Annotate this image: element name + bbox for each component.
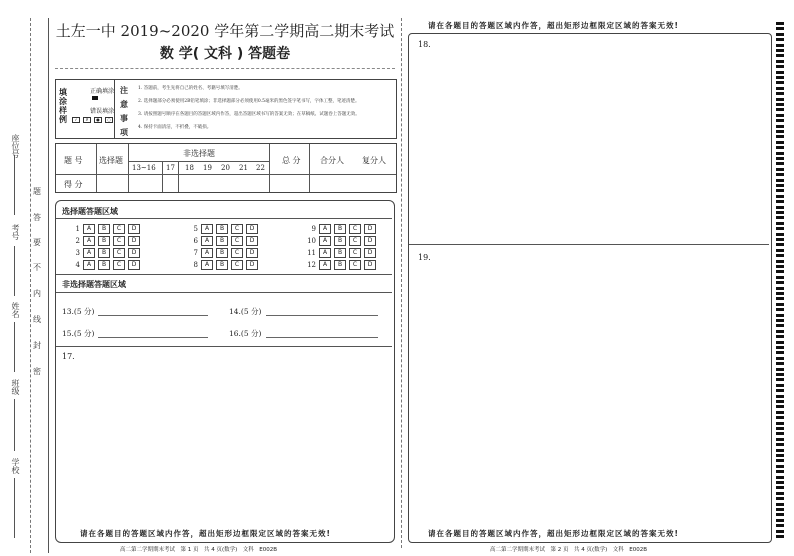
timing-mark (776, 22, 784, 25)
timing-mark (776, 297, 784, 300)
mc-question-number: 9 (311, 225, 316, 233)
timing-mark (776, 303, 784, 306)
mc-question[interactable] (66, 224, 143, 234)
wrong-mark-dot: ● (94, 117, 102, 123)
timing-mark (776, 27, 784, 30)
school-line (14, 478, 15, 538)
fill-answer-line-13[interactable] (98, 315, 208, 316)
mc-question[interactable] (302, 236, 379, 246)
seat-number-line (14, 155, 15, 215)
q19-answer-area[interactable] (410, 265, 768, 515)
score-col-divider (162, 161, 163, 192)
timing-mark (776, 54, 784, 57)
timing-mark (776, 135, 784, 138)
timing-mark (776, 346, 784, 349)
class-line (14, 399, 15, 451)
row-label-score: 得 分 (64, 180, 83, 189)
timing-mark (776, 481, 784, 484)
timing-mark (776, 216, 784, 219)
mc-option-a[interactable]: A (83, 224, 95, 234)
timing-mark (776, 405, 784, 408)
name-line (14, 322, 15, 372)
mc-option-b[interactable]: B (334, 248, 346, 258)
timing-mark (776, 400, 784, 403)
timing-mark (776, 373, 784, 376)
mc-question-number: 10 (307, 237, 316, 245)
mc-option-b[interactable]: B (334, 236, 346, 246)
mc-option-a[interactable]: A (201, 224, 213, 234)
timing-mark (776, 432, 784, 435)
timing-mark (776, 341, 784, 344)
right-top-warning-text: 请在各题目的答题区域内作答，超出矩形边框限定区域的答案无效! (428, 21, 679, 30)
mc-question-number: 11 (307, 249, 316, 257)
timing-mark (776, 378, 784, 381)
mc-title-line (56, 218, 392, 219)
center-fold-line (401, 18, 402, 548)
timing-mark (776, 422, 784, 425)
timing-mark (776, 71, 784, 74)
timing-mark (776, 276, 784, 279)
mc-question[interactable] (66, 260, 143, 270)
mc-option-c[interactable]: C (113, 236, 125, 246)
col-19: 19 (203, 164, 212, 172)
timing-mark (776, 114, 784, 117)
mc-option-c[interactable]: C (349, 236, 361, 246)
seal-char: 密 (33, 367, 41, 376)
seal-char: 答 (33, 213, 41, 222)
timing-mark (776, 281, 784, 284)
nonmc-header-line (128, 161, 269, 162)
binding-dashed-line (30, 18, 31, 553)
fill-answer-line-14[interactable] (266, 315, 378, 316)
timing-mark (776, 449, 784, 452)
score-col-divider (96, 144, 97, 192)
mc-option-c[interactable]: C (349, 248, 361, 258)
score-row-divider (56, 174, 396, 175)
mc-option-d[interactable]: D (246, 248, 258, 258)
timing-mark (776, 206, 784, 209)
timing-mark (776, 513, 784, 516)
timing-mark (776, 141, 784, 144)
score-col-divider (178, 161, 179, 192)
mc-question-number: 3 (75, 249, 80, 257)
timing-mark (776, 351, 784, 354)
mc-section-bottom-line (56, 274, 392, 275)
fill-question-13: 13.(5 分) (62, 307, 95, 316)
mc-question-number: 4 (75, 261, 80, 269)
notice-box (55, 79, 397, 139)
col-13-16: 13~16 (132, 164, 156, 172)
mc-option-d[interactable]: D (364, 248, 376, 258)
col-17: 17 (166, 164, 175, 172)
mc-option-a[interactable]: A (201, 260, 213, 270)
mc-option-b[interactable]: B (98, 236, 110, 246)
timing-mark (776, 395, 784, 398)
timing-mark (776, 76, 784, 79)
mc-option-c[interactable]: C (231, 248, 243, 258)
timing-mark (776, 189, 784, 192)
timing-mark (776, 49, 784, 52)
timing-mark (776, 249, 784, 252)
timing-mark (776, 389, 784, 392)
score-col-divider (269, 144, 270, 192)
mc-option-d[interactable]: D (128, 236, 140, 246)
mc-option-d[interactable]: D (128, 260, 140, 270)
timing-mark (776, 524, 784, 527)
question-19-label: 19. (418, 253, 431, 262)
mc-option-c[interactable]: C (113, 260, 125, 270)
timing-mark (776, 243, 784, 246)
mc-option-a[interactable]: A (319, 248, 331, 258)
exam-number-label: 考号 (11, 224, 20, 240)
score-table (55, 143, 397, 193)
mc-option-d[interactable]: D (364, 236, 376, 246)
mc-option-c[interactable]: C (231, 224, 243, 234)
mc-question[interactable] (302, 224, 379, 234)
timing-mark (776, 476, 784, 479)
timing-mark (776, 438, 784, 441)
q18-answer-area[interactable] (410, 52, 768, 240)
fill-answer-line-15[interactable] (98, 337, 208, 338)
seat-number-label: 座位号 (11, 134, 20, 158)
mc-option-b[interactable]: B (98, 248, 110, 258)
notice-heading: 注意事项 (120, 86, 128, 137)
timing-mark (776, 87, 784, 90)
timing-mark (776, 362, 784, 365)
right-bottom-warning-text: 请在各题目的答题区域内作答，超出矩形边框限定区域的答案无效! (428, 529, 679, 538)
timing-mark (776, 108, 784, 111)
seal-char: 不 (33, 263, 41, 272)
notice-item: 2. 选择题部分必须使用2B铅笔填涂；非选择题部分必须使用0.5毫米的黑色签字笔书写，字体工整，笔迹清楚。 (138, 99, 360, 104)
left-page-footer: 高二第二学期期末考试 第 1 页 共 4 页(数学) 文科 E002B (120, 547, 278, 553)
mc-option-d[interactable]: D (246, 236, 258, 246)
mc-question-number: 7 (193, 249, 198, 257)
timing-mark (776, 492, 784, 495)
mc-option-a[interactable]: A (319, 236, 331, 246)
col-18: 18 (185, 164, 194, 172)
mc-question-number: 6 (193, 237, 198, 245)
mc-question[interactable] (302, 248, 379, 258)
checker-header: 合分人 (320, 156, 344, 165)
timing-mark (776, 427, 784, 430)
timing-mark (776, 173, 784, 176)
wrong-fill-label: 错误填涂 (90, 108, 115, 115)
mc-option-d[interactable]: D (364, 260, 376, 270)
mc-option-b[interactable]: B (334, 224, 346, 234)
wrong-mark-circle: ○ (105, 117, 113, 123)
timing-mark (776, 265, 784, 268)
timing-mark (776, 38, 784, 41)
notice-item: 4. 保持卡面清洁，不折叠，不破损。 (138, 125, 212, 130)
title-dashed-line (55, 68, 395, 69)
col-20: 20 (221, 164, 230, 172)
timing-mark (776, 184, 784, 187)
school-label: 学校 (11, 458, 20, 474)
timing-mark (776, 200, 784, 203)
timing-mark (776, 535, 784, 538)
timing-mark (776, 168, 784, 171)
timing-mark (776, 254, 784, 257)
timing-mark (776, 384, 784, 387)
timing-mark (776, 98, 784, 101)
fill-sample-label: 填涂样例 (59, 88, 67, 124)
q18-q19-divider (409, 244, 769, 245)
timing-mark (776, 270, 784, 273)
right-page-footer: 高二第二学期期末考试 第 2 页 共 4 页(数学) 文科 E002B (490, 547, 648, 553)
mc-option-c[interactable]: C (113, 224, 125, 234)
mc-option-d[interactable]: D (246, 260, 258, 270)
mc-question[interactable] (302, 260, 379, 270)
timing-mark (776, 319, 784, 322)
timing-mark (776, 470, 784, 473)
mc-section-title: 选择题答题区域 (62, 207, 118, 216)
mc-option-d[interactable]: D (128, 248, 140, 258)
seal-char: 题 (33, 187, 41, 196)
mc-question[interactable] (184, 260, 261, 270)
correct-fill-label: 正确填涂 (90, 88, 115, 95)
timing-mark (776, 260, 784, 263)
mc-option-b[interactable]: B (216, 260, 228, 270)
timing-mark (776, 81, 784, 84)
timing-mark (776, 146, 784, 149)
nonmc-section-title: 非选择题答题区域 (62, 280, 126, 289)
mc-option-c[interactable]: C (349, 260, 361, 270)
timing-mark (776, 233, 784, 236)
page-title: 土左一中 2019~2020 学年第二学期高二期末考试 (55, 22, 395, 40)
score-col-divider (128, 144, 129, 192)
exam-number-line (14, 246, 15, 296)
timing-mark (776, 65, 784, 68)
timing-mark (776, 287, 784, 290)
fill-answer-line-16[interactable] (266, 337, 378, 338)
mc-option-a[interactable]: A (83, 260, 95, 270)
correct-fill-mark (92, 96, 98, 100)
mc-option-c[interactable]: C (231, 260, 243, 270)
mc-question[interactable] (184, 248, 261, 258)
mc-question-number: 8 (193, 261, 198, 269)
timing-mark (776, 330, 784, 333)
timing-mark (776, 459, 784, 462)
col-21: 21 (239, 164, 248, 172)
timing-mark (776, 44, 784, 47)
mc-option-b[interactable]: B (216, 236, 228, 246)
nonmc-title-line (56, 292, 392, 293)
seal-char: 线 (33, 315, 41, 324)
mc-option-c[interactable]: C (349, 224, 361, 234)
fill-question-14: 14.(5 分) (229, 307, 262, 316)
row-label-question: 题 号 (64, 156, 83, 165)
fill-question-16: 16.(5 分) (229, 329, 262, 338)
timing-mark (776, 292, 784, 295)
mc-question[interactable] (184, 236, 261, 246)
mc-option-a[interactable]: A (201, 248, 213, 258)
mc-option-a[interactable]: A (83, 236, 95, 246)
q17-answer-area[interactable] (57, 360, 391, 525)
mc-option-a[interactable]: A (319, 224, 331, 234)
timing-mark (776, 157, 784, 160)
col-22: 22 (256, 164, 265, 172)
timing-mark (776, 486, 784, 489)
mc-question-number: 2 (75, 237, 80, 245)
wrong-mark-cross: ✗ (83, 117, 91, 123)
notice-item: 1. 答题前，考生先将自己的姓名、考籍号填写清楚。 (138, 86, 243, 91)
mc-question-number: 1 (75, 225, 80, 233)
class-label: 班级 (11, 379, 20, 395)
timing-mark (776, 211, 784, 214)
timing-mark (776, 103, 784, 106)
timing-mark (776, 335, 784, 338)
mc-option-d[interactable]: D (128, 224, 140, 234)
mc-option-c[interactable]: C (113, 248, 125, 258)
mc-option-b[interactable]: B (334, 260, 346, 270)
mc-option-b[interactable]: B (216, 224, 228, 234)
timing-mark (776, 152, 784, 155)
timing-mark (776, 238, 784, 241)
left-warning-text: 请在各题目的答题区域内作答，超出矩形边框限定区域的答案无效! (80, 529, 331, 538)
timing-mark (776, 130, 784, 133)
question-17-label: 17. (62, 352, 75, 361)
mc-option-b[interactable]: B (98, 224, 110, 234)
reviewer-header: 复分人 (362, 156, 386, 165)
timing-mark (776, 324, 784, 327)
timing-mark (776, 125, 784, 128)
mc-option-d[interactable]: D (246, 224, 258, 234)
timing-mark (776, 368, 784, 371)
total-header: 总 分 (282, 156, 301, 165)
mc-option-d[interactable]: D (364, 224, 376, 234)
timing-mark (776, 497, 784, 500)
timing-mark (776, 416, 784, 419)
timing-mark (776, 314, 784, 317)
timing-mark (776, 162, 784, 165)
timing-mark (776, 92, 784, 95)
timing-mark (776, 443, 784, 446)
seal-char: 封 (33, 341, 41, 350)
score-col-divider (309, 144, 310, 192)
mc-option-b[interactable]: B (216, 248, 228, 258)
timing-mark (776, 60, 784, 63)
seal-char: 要 (33, 238, 41, 247)
timing-mark (776, 357, 784, 360)
mc-header: 选择题 (99, 156, 123, 165)
timing-mark (776, 33, 784, 36)
mc-question[interactable] (66, 248, 143, 258)
timing-mark (776, 519, 784, 522)
binding-line (48, 18, 49, 553)
nonmc-header: 非选择题 (183, 149, 215, 158)
timing-mark (776, 195, 784, 198)
seal-char: 内 (33, 289, 41, 298)
timing-mark (776, 227, 784, 230)
timing-mark (776, 454, 784, 457)
mc-option-a[interactable]: A (319, 260, 331, 270)
mc-question-number: 5 (193, 225, 198, 233)
mc-question[interactable] (184, 224, 261, 234)
timing-mark (776, 530, 784, 533)
notice-divider (114, 80, 115, 138)
mc-option-b[interactable]: B (98, 260, 110, 270)
wrong-mark-check: ✓ (72, 117, 80, 123)
timing-mark (776, 465, 784, 468)
timing-mark (776, 508, 784, 511)
mc-option-a[interactable]: A (83, 248, 95, 258)
mc-option-c[interactable]: C (231, 236, 243, 246)
page-subtitle: 数 学( 文科 ) 答题卷 (159, 46, 291, 62)
timing-mark (776, 308, 784, 311)
mc-option-a[interactable]: A (201, 236, 213, 246)
name-label: 姓名 (11, 302, 20, 318)
timing-mark (776, 119, 784, 122)
timing-mark (776, 411, 784, 414)
timing-mark (776, 179, 784, 182)
fill-question-15: 15.(5 分) (62, 329, 95, 338)
timing-mark (776, 222, 784, 225)
mc-question-number: 12 (307, 261, 316, 269)
q17-top-line (56, 346, 392, 347)
mc-question[interactable] (66, 236, 143, 246)
notice-item: 3. 请按照题号顺序在各题目的答题区域内作答，超出答题区域书写的答案无效；在草稿纸、试题卷上答题无效。 (138, 112, 360, 117)
timing-mark (776, 503, 784, 506)
question-18-label: 18. (418, 40, 431, 49)
